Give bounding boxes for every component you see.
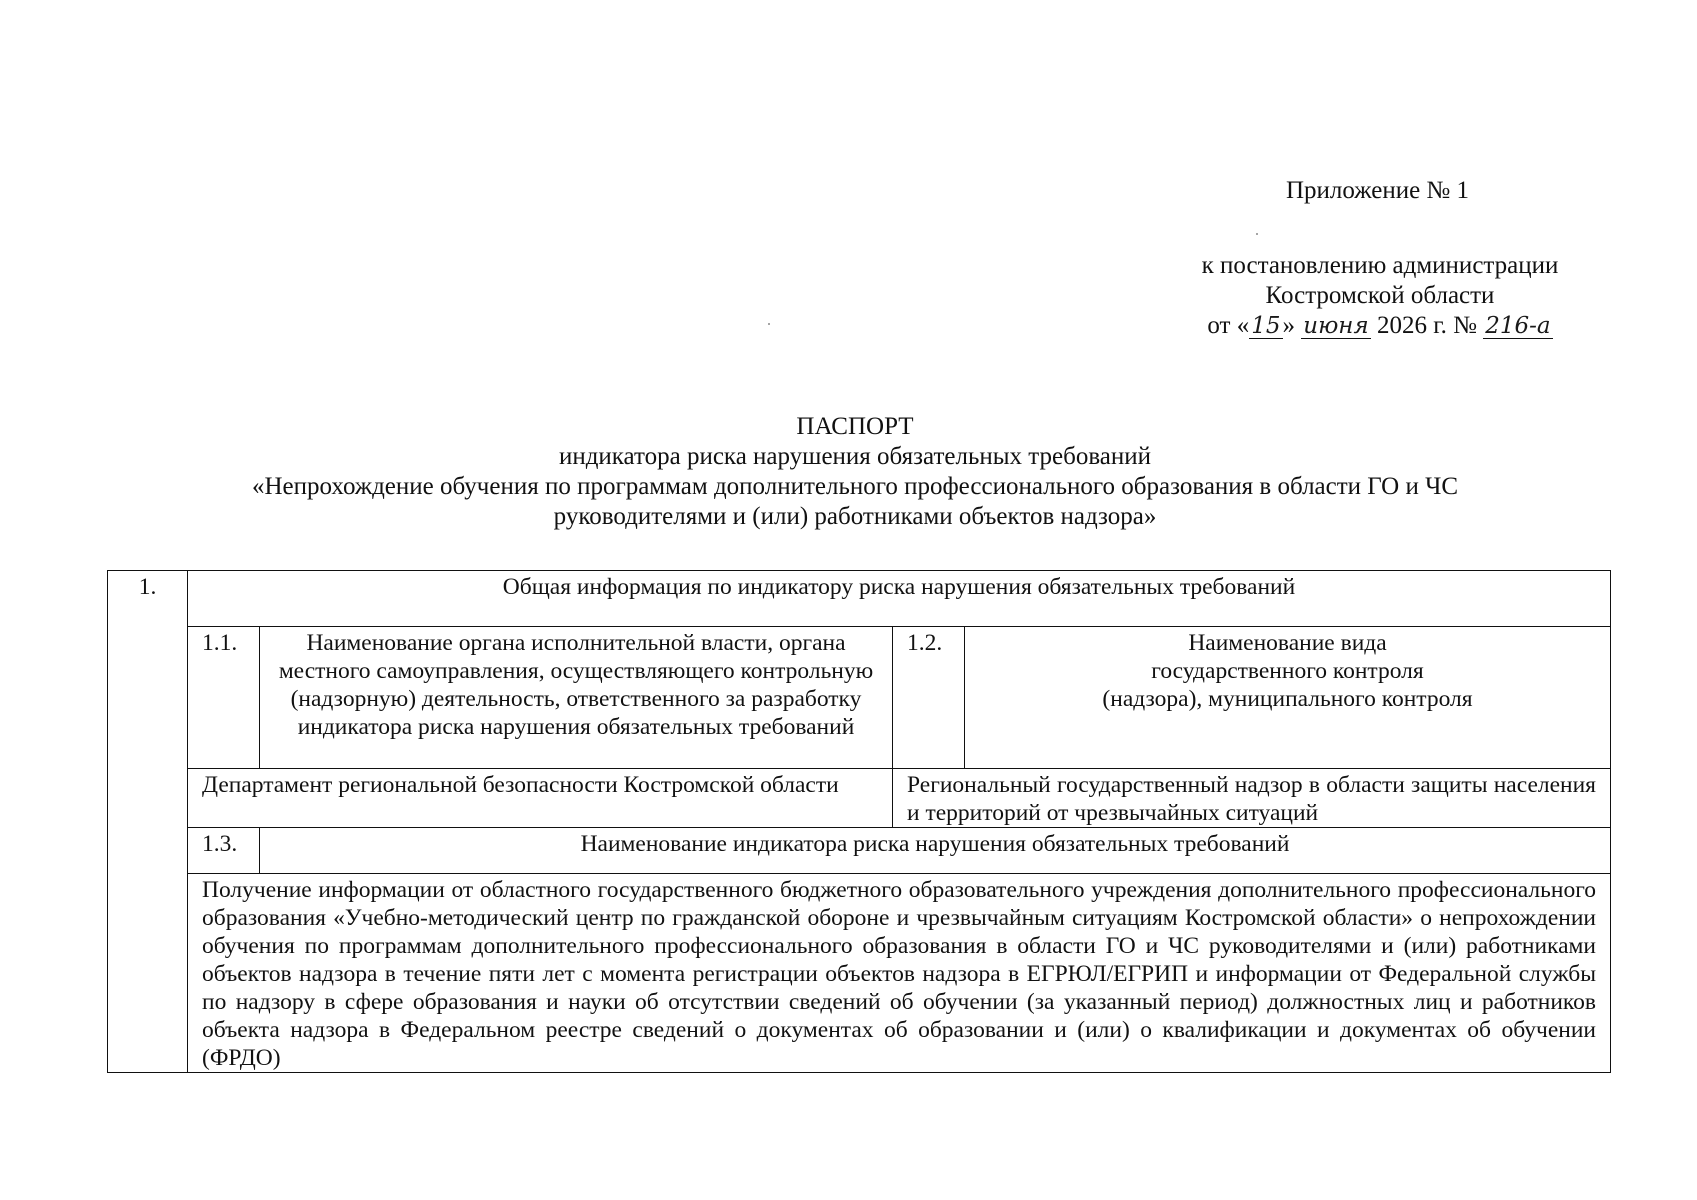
passport-table (107, 570, 1611, 1073)
item-1-3-value-row (108, 874, 1611, 1073)
decree-reference (1180, 251, 1580, 341)
title-line-3: «Непрохождение обучения по программам дополнительного профессионального образования в области ГО и ЧС (251, 473, 1458, 500)
item-1-2-value: Региональный государственный надзор в области защиты населения и территорий от чрезвычайных ситуаций (893, 769, 1611, 828)
items-header-row (108, 627, 1611, 769)
decree-day-handwritten: 15 (1251, 313, 1281, 339)
title-line-4: руководителями и (или) работниками объектов надзора» (553, 503, 1157, 530)
item-1-3-header-row (108, 828, 1611, 874)
decree-line-1: к постановлению администрации (1201, 252, 1559, 279)
decree-prefix: от « (1207, 312, 1250, 339)
section-number: 1. (108, 571, 188, 1073)
decree-mid: » (1282, 312, 1302, 339)
scan-speck (768, 323, 770, 325)
item-1-1-number: 1.1. (188, 627, 260, 769)
decree-line-2: Костромской области (1265, 282, 1495, 309)
decree-line-3 (1180, 311, 1580, 341)
title-line-2: индикатора риска нарушения обязательных требований (558, 443, 1152, 470)
scan-speck (1256, 233, 1258, 235)
title-line-1: ПАСПОРТ (796, 413, 914, 440)
item-1-3-number: 1.3. (188, 828, 260, 874)
item-1-3-label: Наименование индикатора риска нарушения обязательных требований (260, 828, 1611, 874)
decree-month-handwritten: июня (1303, 313, 1369, 339)
decree-number-handwritten: 216-а (1485, 313, 1551, 339)
section-title: Общая информация по индикатору риска нарушения обязательных требований (188, 571, 1611, 627)
item-1-2-number: 1.2. (893, 627, 965, 769)
items-value-row (108, 769, 1611, 828)
decree-year: 2026 г. № (1370, 312, 1484, 339)
item-1-2-label (965, 627, 1611, 769)
item-1-2-label-line-2: государственного контроля (1151, 658, 1424, 684)
section-header-row (108, 571, 1611, 627)
item-1-2-label-line-1: Наименование вида (1188, 630, 1387, 656)
document-title (100, 412, 1610, 532)
item-1-1-value: Департамент региональной безопасности Костромской области (188, 769, 893, 828)
item-1-3-value: Получение информации от областного государственного бюджетного образовательного учреждения дополнительного профессионального образования «Учебно-методический центр по гражданской обороне и чрезвычайным ситуациям Костромской области» о непрохождении обучения по программам дополнительного профессионального образования в области ГО и ЧС руководителями и (или) работниками объектов надзора в течение пяти лет с момента регистрации объектов надзора в ЕГРЮЛ/ЕГРИП и информации от Федеральной службы по надзору в сфере образования и науки об отсутствии сведений об обучении (за указанный период) должностных лиц и работников объекта надзора в Федеральном реестре сведений о документах об образовании и (или) о квалификации и документах об обучении (ФРДО) (188, 874, 1611, 1073)
appendix-label: Приложение № 1 (1286, 177, 1470, 204)
item-1-2-label-line-3: (надзора), муниципального контроля (1102, 686, 1473, 712)
item-1-1-label: Наименование органа исполнительной власти, органа местного самоуправления, осуществляющего контрольную (надзорную) деятельность, ответственного за разработку индикатора риска нарушения обязательных требований (260, 627, 893, 769)
